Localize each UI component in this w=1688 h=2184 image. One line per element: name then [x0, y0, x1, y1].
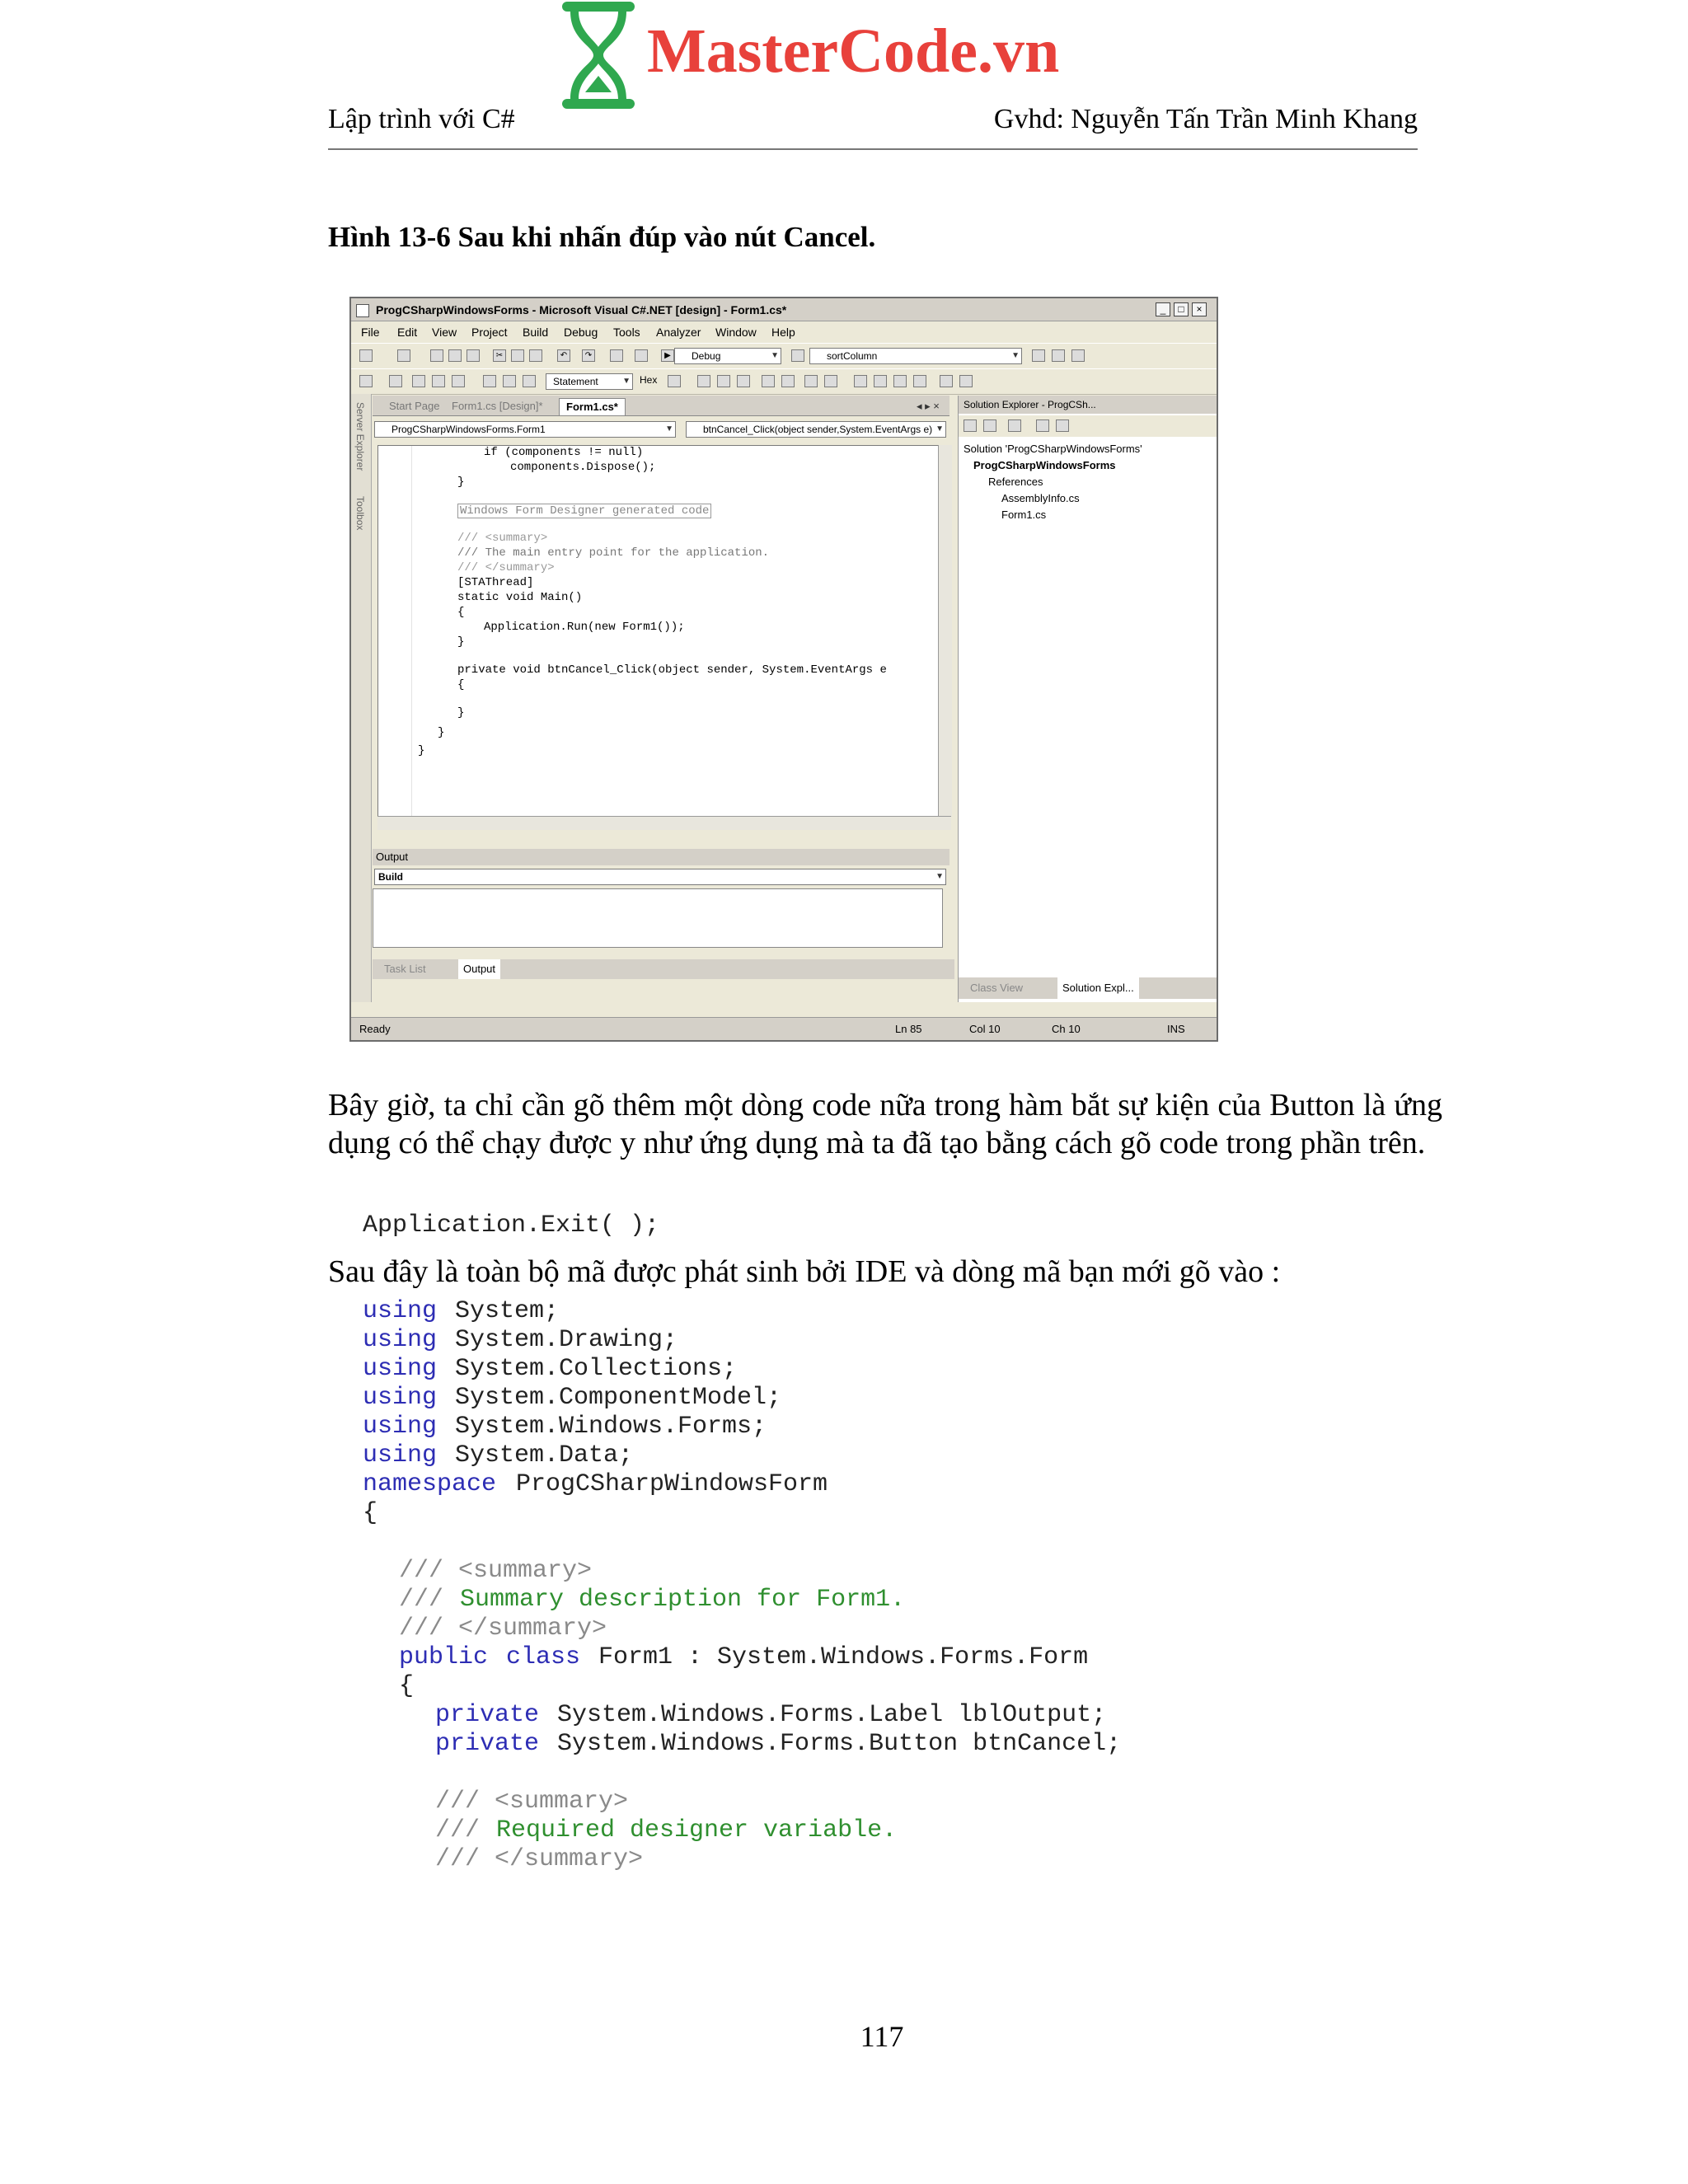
chevron-down-icon: ▼: [935, 872, 944, 881]
using-target: System.Collections;: [455, 1355, 738, 1383]
member-combo[interactable]: btnCancel_Click(object sender,System.EventArgs e) ▼: [686, 421, 946, 438]
uncomment-icon[interactable]: [717, 375, 730, 387]
summary-prefix: ///: [399, 1586, 444, 1614]
solution-explorer-title: Solution Explorer - ProgCSh...: [959, 396, 1217, 414]
output-tab-strip: [373, 959, 954, 979]
code-line: }: [457, 635, 465, 649]
menu-bar: [351, 323, 1217, 341]
tree-item-assemblyinfo[interactable]: AssemblyInfo.cs: [1001, 492, 1080, 504]
step-out-icon[interactable]: [523, 375, 536, 387]
new-project-icon[interactable]: [359, 349, 373, 362]
chevron-down-icon: ▼: [935, 424, 944, 434]
collapsed-region[interactable]: Windows Form Designer generated code: [457, 504, 711, 518]
menu-project[interactable]: Project: [471, 326, 508, 339]
summary-open: /// <summary>: [399, 1557, 593, 1585]
private-keyword: private: [435, 1730, 540, 1758]
code-line: }: [438, 726, 445, 739]
comment-icon[interactable]: [697, 375, 710, 387]
show-all-files-icon[interactable]: [983, 419, 996, 432]
code-line: }: [418, 744, 425, 757]
status-insert-mode: INS: [1167, 1023, 1185, 1035]
break-all-icon[interactable]: [389, 375, 402, 387]
tab-toolbox[interactable]: Toolbox: [354, 496, 366, 531]
app-icon: [356, 304, 369, 317]
format-icon[interactable]: [854, 375, 867, 387]
tab-form1-design[interactable]: Form1.cs [Design]*: [452, 400, 543, 412]
code-line: /// <summary>: [457, 532, 548, 545]
start-icon[interactable]: ▶: [661, 349, 674, 362]
add-item-icon[interactable]: [397, 349, 410, 362]
tree-item-solution[interactable]: Solution 'ProgCSharpWindowsForms': [964, 443, 1142, 455]
navigate-back-icon[interactable]: [610, 349, 623, 362]
code-line: private void btnCancel_Click(object sender, System.EventArgs e: [457, 663, 887, 677]
menu-view[interactable]: View: [432, 326, 457, 339]
code-line: [STAThread]: [457, 576, 534, 589]
solution-explorer-toolbar: [959, 415, 1217, 437]
status-ready: Ready: [359, 1023, 391, 1035]
chevron-down-icon: ▼: [771, 351, 779, 360]
header-course-title: Lập trình với C#: [328, 104, 515, 134]
solution-explorer: [958, 396, 1217, 1002]
hourglass-icon: [560, 0, 636, 110]
navigate-forward-icon[interactable]: [635, 349, 648, 362]
step-mode-combo[interactable]: Statement ▼: [546, 373, 633, 390]
code-line: Application.Run(new Form1());: [484, 621, 685, 634]
standard-toolbar: [351, 343, 1217, 369]
menu-window[interactable]: Window: [715, 326, 757, 339]
using-keyword: using: [363, 1441, 438, 1469]
tab-order-icon[interactable]: [940, 375, 953, 387]
menu-tools[interactable]: Tools: [613, 326, 640, 339]
summary-close: /// </summary>: [399, 1615, 607, 1643]
designer-summary-prefix: ///: [435, 1816, 481, 1844]
menu-build[interactable]: Build: [523, 326, 549, 339]
toolbox-icon[interactable]: [1071, 349, 1085, 362]
field-btncancel: System.Windows.Forms.Button btnCancel;: [557, 1730, 1122, 1758]
editor-vertical-scrollbar[interactable]: [938, 445, 952, 816]
cut-icon[interactable]: ✂: [493, 349, 506, 362]
properties-icon[interactable]: [964, 419, 977, 432]
paragraph-listing-intro: Sau đây là toàn bộ mã được phát sinh bởi IDE và dòng mã bạn mới gõ vào :: [328, 1254, 1281, 1289]
exit-code-snippet: Application.Exit( );: [363, 1212, 660, 1240]
properties-icon[interactable]: [1052, 349, 1065, 362]
breakpoints-icon[interactable]: [668, 375, 681, 387]
output-panel: [373, 849, 954, 997]
tab-solution-explorer[interactable]: Solution Expl...: [1057, 977, 1139, 999]
stop-debugging-icon[interactable]: [412, 375, 425, 387]
chevron-down-icon: ▼: [665, 424, 673, 434]
using-keyword: using: [363, 1384, 438, 1412]
tab-server-explorer[interactable]: Server Explorer: [354, 402, 366, 471]
hex-toggle[interactable]: Hex: [640, 374, 658, 386]
output-text-area[interactable]: [373, 888, 943, 948]
using-keyword: using: [363, 1413, 438, 1441]
menu-help[interactable]: Help: [771, 326, 795, 339]
field-lbloutput: System.Windows.Forms.Label lblOutput;: [557, 1701, 1107, 1729]
class-declaration: Form1 : System.Windows.Forms.Form: [598, 1643, 1089, 1671]
code-line: components.Dispose();: [510, 461, 656, 474]
public-keyword: public: [399, 1643, 489, 1671]
using-keyword: using: [363, 1326, 438, 1354]
page-number: 117: [860, 2020, 904, 2053]
editor-tab-strip: [373, 396, 950, 416]
namespace-open-brace: {: [363, 1499, 378, 1527]
logo-text: MasterCode.vn: [647, 16, 1060, 86]
code-line: /// </summary>: [457, 561, 555, 574]
code-line: {: [457, 678, 465, 691]
indent-icon[interactable]: [762, 375, 775, 387]
save-all-icon[interactable]: [467, 349, 480, 362]
output-title: Output: [373, 849, 950, 865]
editor-navigation-bar: [373, 417, 950, 442]
designer-summary-close: /// </summary>: [435, 1845, 644, 1873]
code-line: /// The main entry point for the application.: [457, 546, 770, 560]
paste-icon[interactable]: [529, 349, 542, 362]
tab-task-list[interactable]: Task List: [384, 963, 426, 975]
view-code-icon[interactable]: [1036, 419, 1049, 432]
using-keyword: using: [363, 1297, 438, 1325]
designer-summary-description: Required designer variable.: [496, 1816, 898, 1844]
step-into-icon[interactable]: [483, 375, 496, 387]
show-next-statement-icon[interactable]: [452, 375, 465, 387]
output-source-bar: [373, 869, 950, 887]
class-keyword: class: [506, 1643, 581, 1671]
save-icon[interactable]: [448, 349, 462, 362]
using-target: System;: [455, 1297, 560, 1325]
using-target: System.Drawing;: [455, 1326, 678, 1354]
private-keyword: private: [435, 1701, 540, 1729]
using-keyword: using: [363, 1355, 438, 1383]
tab-start-page[interactable]: Start Page: [389, 400, 440, 412]
code-line: }: [457, 706, 465, 719]
tree-item-references[interactable]: References: [988, 476, 1043, 488]
header-divider: [328, 148, 1418, 150]
status-column: Col 10: [969, 1023, 1001, 1035]
solution-tab-strip: [959, 977, 1217, 999]
outdent-icon[interactable]: [781, 375, 795, 387]
view-designer-icon[interactable]: [1056, 419, 1069, 432]
copy-icon[interactable]: [511, 349, 524, 362]
mastercode-logo: [560, 0, 1104, 115]
open-file-icon[interactable]: [430, 349, 443, 362]
code-line: }: [457, 476, 465, 489]
debug-toolbar: [351, 368, 1217, 395]
solution-explorer-icon[interactable]: [1032, 349, 1045, 362]
find-combo[interactable]: sortColumn ▼: [809, 348, 1022, 364]
status-line: Ln 85: [895, 1023, 922, 1035]
summary-description: Summary description for Form1.: [460, 1586, 906, 1614]
using-target: System.ComponentModel;: [455, 1384, 782, 1412]
class-combo[interactable]: ProgCSharpWindowsForms.Form1 ▼: [374, 421, 676, 438]
bookmark-icon[interactable]: [737, 375, 750, 387]
undo-icon[interactable]: ↶: [557, 349, 570, 362]
tab-scroll-icon[interactable]: ◂ ▸ ×: [917, 400, 940, 412]
solution-config-combo[interactable]: Debug ▼: [674, 348, 781, 364]
paragraph-instructions: Bây giờ, ta chỉ cần gõ thêm một dòng code nữa trong hàm bắt sự kiện của Button là ứng dụng có thể chạy được y như ứng dụng mà ta đã tạo bằng cách gõ code trong phần trên.: [328, 1088, 1442, 1160]
size-icon[interactable]: [874, 375, 887, 387]
ide-title-bar: ProgCSharpWindowsForms - Microsoft Visual C#.NET [design] - Form1.cs*: [351, 298, 1217, 321]
using-target: System.Windows.Forms;: [455, 1413, 767, 1441]
refresh-icon[interactable]: [1008, 419, 1021, 432]
code-line: {: [457, 606, 465, 619]
editor-horizontal-scrollbar[interactable]: [377, 816, 951, 830]
side-tool-strip: [351, 394, 372, 1002]
class-open-brace: {: [399, 1672, 415, 1700]
output-source-combo[interactable]: Build ▼: [374, 869, 946, 885]
designer-summary-open: /// <summary>: [435, 1788, 629, 1816]
menu-edit[interactable]: Edit: [397, 326, 418, 339]
menu-analyzer[interactable]: Analyzer: [656, 326, 701, 339]
spacing-icon[interactable]: [893, 375, 907, 387]
chevron-down-icon: ▼: [1011, 351, 1020, 360]
status-bar: [351, 1017, 1217, 1041]
namespace-keyword: namespace: [363, 1470, 497, 1498]
step-over-icon[interactable]: [503, 375, 516, 387]
continue-icon[interactable]: [359, 375, 373, 387]
close-icon[interactable]: ×: [1192, 302, 1207, 316]
chevron-down-icon: ▼: [622, 377, 631, 386]
tab-output[interactable]: Output: [458, 959, 500, 979]
using-target: System.Data;: [455, 1441, 634, 1469]
tab-form1-code[interactable]: Form1.cs*: [559, 398, 626, 415]
code-editor[interactable]: [377, 445, 948, 818]
tree-item-form1[interactable]: Form1.cs: [1001, 509, 1047, 521]
header-instructor: Gvhd: Nguyễn Tấn Trần Minh Khang: [993, 104, 1418, 134]
figure-caption: Hình 13-6 Sau khi nhấn đúp vào nút Cancel.: [328, 221, 876, 253]
menu-debug[interactable]: Debug: [564, 326, 598, 339]
tree-item-project[interactable]: ProgCSharpWindowsForms: [973, 459, 1116, 471]
align-left-icon[interactable]: [804, 375, 818, 387]
redo-icon[interactable]: ↷: [582, 349, 595, 362]
restart-icon[interactable]: [432, 375, 445, 387]
code-line: static void Main(): [457, 591, 583, 604]
find-icon[interactable]: [791, 349, 804, 362]
order-icon[interactable]: [913, 375, 926, 387]
maximize-icon[interactable]: □: [1174, 302, 1189, 316]
status-char: Ch 10: [1052, 1023, 1081, 1035]
minimize-icon[interactable]: _: [1156, 302, 1170, 316]
lock-controls-icon[interactable]: [959, 375, 973, 387]
namespace-name: ProgCSharpWindowsForm: [516, 1470, 828, 1498]
menu-file[interactable]: File: [361, 326, 380, 339]
ide-screenshot: [349, 297, 1218, 1042]
align-center-icon[interactable]: [824, 375, 837, 387]
code-line: if (components != null): [484, 446, 644, 459]
tab-class-view[interactable]: Class View: [970, 982, 1024, 994]
outline-gutter: [378, 446, 412, 817]
